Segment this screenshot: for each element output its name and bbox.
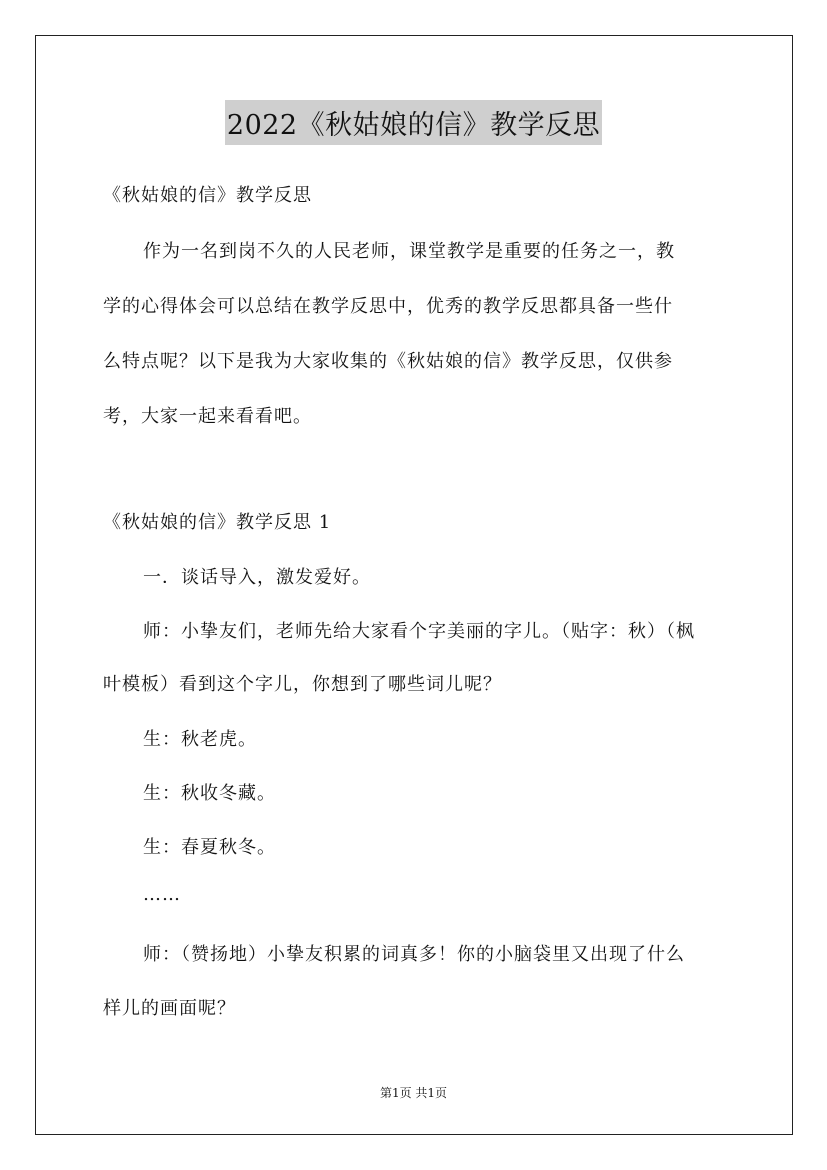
page-footer: 第1页 共1页 xyxy=(379,1086,448,1100)
teacher-line-1b: 叶模板）看到这个字儿，你想到了哪些词儿呢？ xyxy=(103,674,502,695)
step-heading: 一．谈话导入，激发爱好。 xyxy=(143,567,371,588)
intro-line-3: 么特点呢？以下是我为大家收集的《秋姑娘的信》教学反思，仅供参 xyxy=(103,351,673,372)
teacher-line-1a: 师：小挚友们，老师先给大家看个字美丽的字儿。（贴字：秋）（枫 xyxy=(143,621,695,642)
document-title: 2022《秋姑娘的信》教学反思 xyxy=(225,100,602,145)
teacher-line-2b: 样儿的画面呢？ xyxy=(103,998,236,1019)
intro-line-2: 学的心得体会可以总结在教学反思中，优秀的教学反思都具备一些什 xyxy=(103,296,673,317)
intro-line-1: 作为一名到岗不久的人民老师，课堂教学是重要的任务之一，教 xyxy=(143,241,675,262)
student-line-2: 生：秋收冬藏。 xyxy=(143,783,276,804)
title-container xyxy=(0,100,827,145)
student-line-3: 生：春夏秋冬。 xyxy=(143,837,276,858)
teacher-line-2a: 师：（赞扬地）小挚友积累的词真多！你的小脑袋里又出现了什么 xyxy=(143,944,685,965)
ellipsis: …… xyxy=(143,884,181,905)
intro-line-4: 考，大家一起来看看吧。 xyxy=(103,406,312,427)
student-line-1: 生：秋老虎。 xyxy=(143,729,257,750)
section-heading: 《秋姑娘的信》教学反思 1 xyxy=(103,512,332,533)
subtitle: 《秋姑娘的信》教学反思 xyxy=(103,185,312,206)
